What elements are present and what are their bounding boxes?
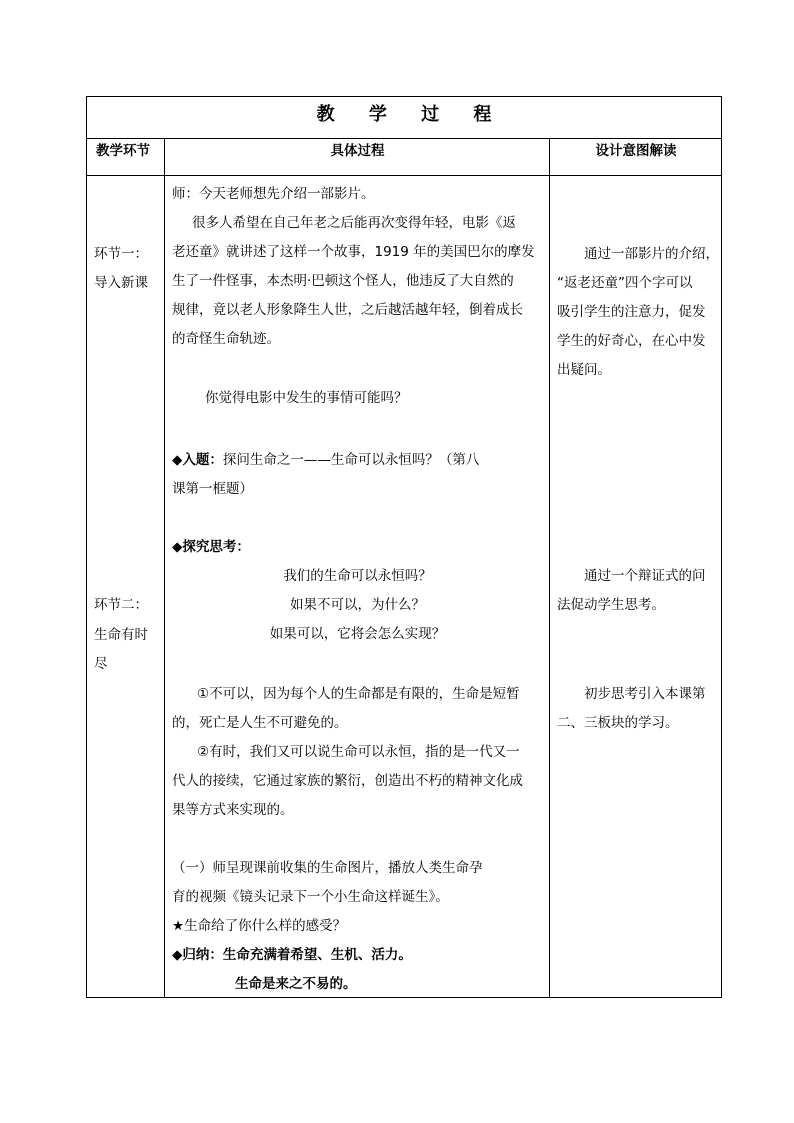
film-paragraph-line: 生了一件怪事，本杰明·巴顿这个怪人，他违反了大自然的 [172, 273, 514, 289]
header-intent: 设计意图解读 [595, 143, 677, 159]
explore-question: 如果可以，它将会怎么实现？ [269, 626, 446, 642]
summary-text-cont: 生命是来之不易的。 [235, 976, 357, 992]
lesson-process-table [86, 96, 722, 998]
answer1-line: ①不可以，因为每个人的生命都是有限的，生命是短暂 [197, 686, 520, 702]
intent2-line: 通过一个辩证式的问 [584, 568, 706, 584]
film-paragraph-line: 规律，竟以老人形象降生人世，之后越活越年轻，倒着成长 [172, 302, 523, 318]
header-process: 具体过程 [330, 143, 385, 159]
explore-label: ◆探究思考： [172, 539, 250, 555]
intent3-line: 二、三板块的学习。 [557, 715, 679, 731]
feeling-question: ★生命给了你什么样的感受？ [172, 918, 347, 934]
stage1-label: 环节一： [94, 246, 148, 262]
intro-topic [172, 451, 479, 469]
intent1-line: 通过一部影片的介绍， [584, 246, 719, 262]
stage2-label: 环节二： [94, 597, 148, 613]
summary-text: 生命充满着希望、生机、活力。 [222, 947, 412, 963]
stage2-name: 生命有时 [94, 627, 148, 643]
row-divider [87, 138, 721, 139]
stage2-name-cont: 尽 [94, 656, 108, 672]
intent1-line: “返老还童”四个字可以 [557, 275, 693, 291]
part1-line: 育的视频《镜头记录下一个小生命这样诞生》。 [172, 889, 449, 905]
intro-text-cont: 课第一框题） [172, 481, 253, 497]
answer2-line: 代人的接续，它通过家族的繁衍，创造出不朽的精神文化成 [172, 773, 523, 789]
intent1-line: 出疑问。 [557, 362, 611, 378]
intent3-line: 初步思考引入本课第 [584, 686, 706, 702]
intent2-line: 法促动学生思考。 [557, 597, 665, 613]
answer2-line: ②有时，我们又可以说生命可以永恒，指的是一代又一 [197, 744, 520, 760]
intent1-line: 学生的好奇心，在心中发 [557, 333, 706, 349]
explore-question: 如果不可以，为什么？ [290, 597, 425, 613]
row-divider [87, 175, 721, 176]
film-paragraph-line: 的奇怪生命轨迹。 [172, 331, 280, 347]
intent1-line: 吸引学生的注意力，促发 [557, 304, 706, 320]
explore-question: 我们的生命可以永恒吗？ [283, 568, 432, 584]
film-paragraph-line: 老还童》就讲述了这样一个故事，1919 年的美国巴尔的摩发 [172, 244, 535, 260]
teacher-intro: 师：今天老师想先介绍一部影片。 [172, 186, 375, 202]
header-stage: 教学环节 [96, 143, 150, 159]
answer2-line: 果等方式来实现的。 [172, 802, 294, 818]
summary-label: ◆归纳： [172, 947, 223, 963]
intro-text: 探问生命之一——生命可以永恒吗？（第八 [222, 452, 480, 468]
part1-line: （一）师呈现课前收集的生命图片，播放人类生命孕 [172, 860, 483, 876]
stage1-name: 导入新课 [94, 275, 148, 291]
film-paragraph-line: 很多人希望在自己年老之后能再次变得年轻，电影《返 [192, 215, 516, 231]
table-title: 教 学 过 程 [316, 104, 506, 125]
discussion-question: 你觉得电影中发生的事情可能吗？ [205, 390, 408, 406]
intro-label: ◆入题： [172, 452, 223, 468]
answer1-line: 的，死亡是人生不可避免的。 [172, 715, 348, 731]
summary [172, 946, 412, 964]
